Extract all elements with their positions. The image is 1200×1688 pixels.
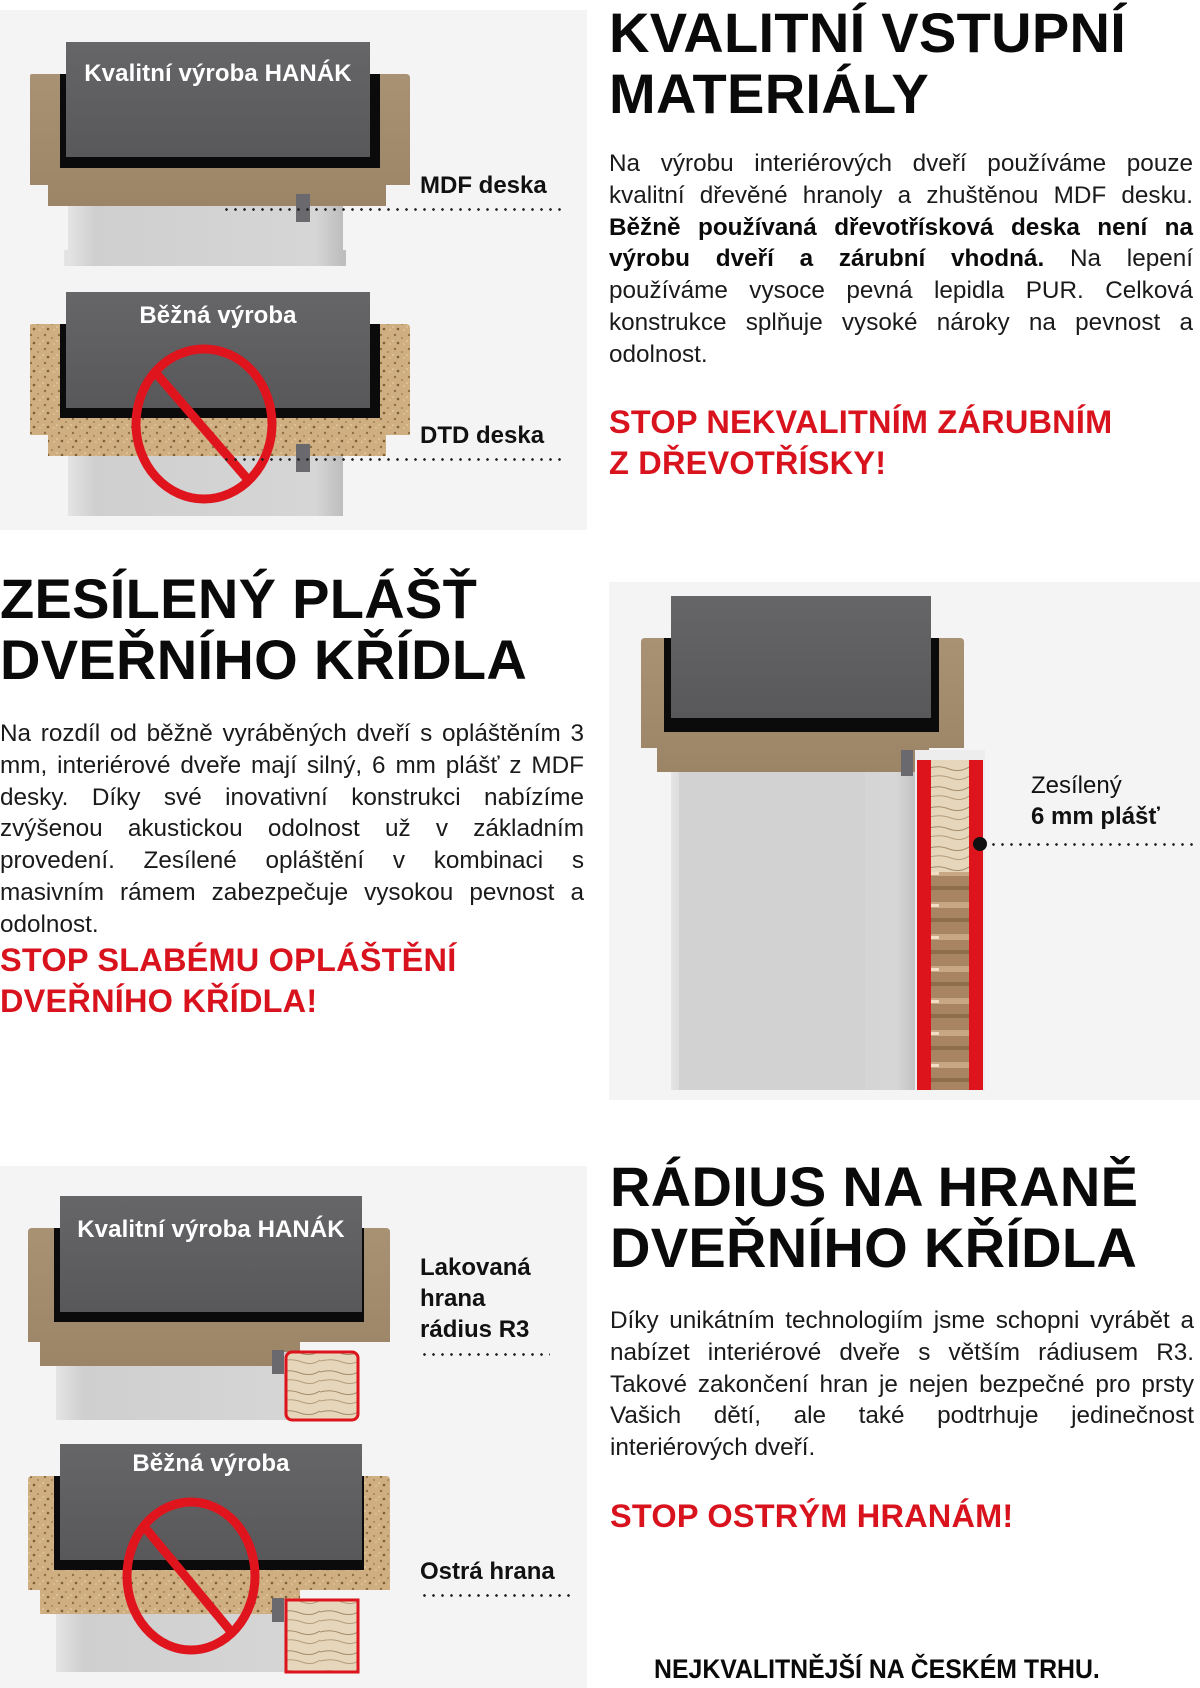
section2-body: Na rozdíl od běžně vyráběných dveří s opláštěním 3 mm, interiérové dveře mají silný, 6 mm plášť z MDF desky. Díky své inovativní konstrukci nabízíme zvýšenou akustickou odolnost už v základním provedení. Zesílené opláštění v kombinaci s masivním rámem zabezpečuje vysokou pevnost a odolnost. xyxy=(0,720,584,938)
dtd-callout-leader xyxy=(222,458,562,461)
sharp-edge-callout: Ostrá hrana xyxy=(420,1558,555,1585)
door-leaf-diagram-panel xyxy=(609,582,1200,1100)
materials-diagram-panel xyxy=(0,10,587,530)
common-box-label: Běžná výroba xyxy=(139,302,297,329)
dtd-callout: DTD deska xyxy=(420,422,545,449)
radius-callout-leader xyxy=(420,1353,550,1356)
footer-tagline: NEJKVALITNĚJŠÍ NA ČESKÉM TRHU. xyxy=(654,1654,1100,1684)
reinforced-callout: Zesílený 6 mm plášť xyxy=(1031,772,1160,830)
callout-dot xyxy=(973,837,987,851)
section1-heading: KVALITNÍ VSTUPNÍ MATERIÁLY xyxy=(609,1,1127,125)
quality-box-label: Kvalitní výroba HANÁK xyxy=(84,60,352,87)
mdf-vs-dtd-frame-illustration xyxy=(0,10,587,530)
radius-callout: Lakovaná hrana rádius R3 xyxy=(420,1254,531,1343)
section3-heading: RÁDIUS NA HRANĚ DVEŘNÍHO KŘÍDLA xyxy=(610,1155,1139,1279)
section1-stop-slogan: STOP NEKVALITNÍM ZÁRUBNÍM Z DŘEVOTŘÍSKY! xyxy=(609,404,1113,481)
sharp-edge-callout-leader xyxy=(420,1594,570,1597)
mdf-callout: MDF deska xyxy=(420,172,547,199)
section3-stop-slogan: STOP OSTRÝM HRANÁM! xyxy=(610,1498,1014,1534)
reinforced-skin-illustration xyxy=(609,582,1200,1100)
section2-heading: ZESÍLENÝ PLÁŠŤ DVEŘNÍHO KŘÍDLA xyxy=(0,567,528,691)
reinforced-callout-leader xyxy=(989,843,1194,846)
quality-box-label: Kvalitní výroba HANÁK xyxy=(77,1216,345,1243)
radius-diagram-panel xyxy=(0,1166,587,1688)
mdf-callout-leader xyxy=(222,208,562,211)
section3-body: Díky unikátním technologiím jsme schopni vyrábět a nabízet interiérové dveře s větším rádiusem R3. Takové zakončení hran je nejen bezpečné pro prsty Vašich dětí, ale také podtrhuje jedinečnost interiérových dveří. xyxy=(610,1307,1194,1462)
radius-vs-sharp-edge-illustration xyxy=(0,1166,587,1688)
common-box-label: Běžná výroba xyxy=(132,1450,290,1477)
section2-stop-slogan: STOP SLABÉMU OPLÁŠTĚNÍ DVEŘNÍHO KŘÍDLA! xyxy=(0,942,457,1019)
section1-body: Na výrobu interiérových dveří používáme pouze kvalitní dřevěné hranoly a zhuštěnou MDF desku. Běžně používaná dřevotřísková deska není na výrobu dveří a zárubní vhodná. Na lepení používáme vysoce pevná lepidla PUR. Celková konstrukce splňuje vysoké nároky na pevnost a odolnost. xyxy=(609,150,1193,368)
